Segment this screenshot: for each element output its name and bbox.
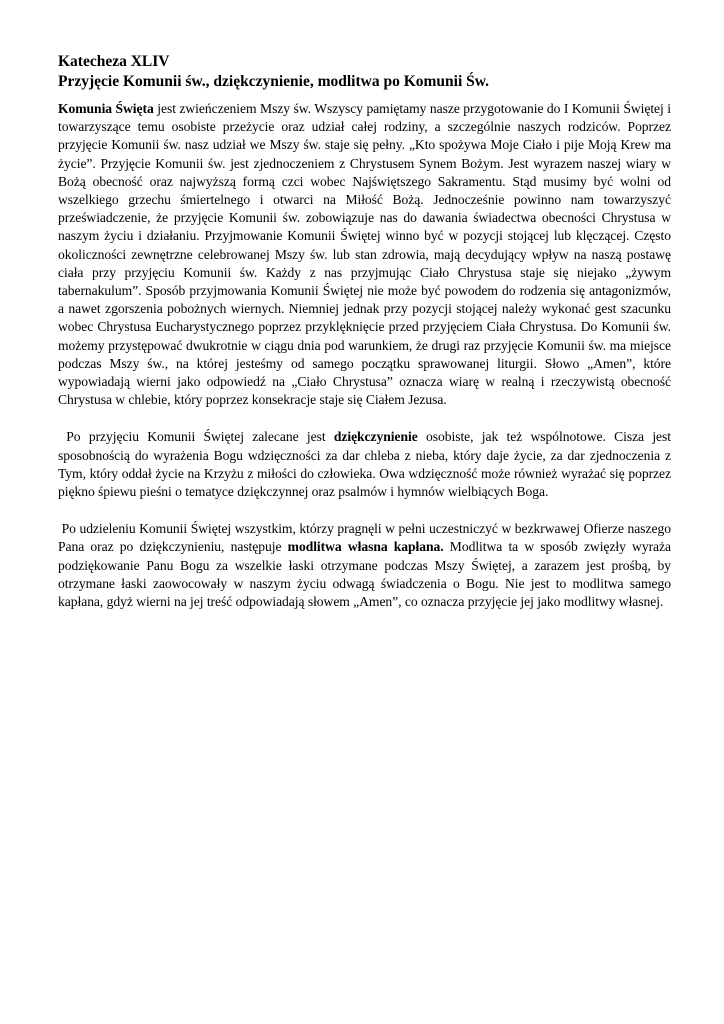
- title-line-2: Przyjęcie Komunii św., dziękczynienie, modlitwa po Komunii Św.: [58, 73, 489, 90]
- paragraph-2-text-a: Po przyjęciu Komunii Świętej zalecane jest: [66, 429, 334, 445]
- paragraph-thanksgiving: [58, 428, 671, 501]
- paragraph-communion: [58, 100, 671, 409]
- paragraph-1-bold-lead: Komunia Święta: [58, 101, 154, 116]
- title-line-1: Katecheza XLIV: [58, 53, 170, 70]
- document-page: [58, 52, 671, 611]
- paragraph-2-text-b: osobiste, jak też wspólnotowe. Cisza jest sposobnością do wyrażenia Bogu wdzięczności za dar chleba z nieba, który daje życie, za dar zjednoczenia z Tym, który oddał życie na Krzyżu z miłości do człowieka. Owa wdzięczność może również wyrażać się poprzez piękno śpiewu pieśni o tematyce dziękczynnej oraz psalmów i hymnów wielbiących Boga.: [58, 429, 672, 500]
- paragraph-3-text-a: Po udzieleniu Komunii Świętej wszystkim, którzy pragnęli w pełni uczestniczyć w bezkrwawej Ofierze naszego Pana oraz po dziękczynieniu, następuje: [58, 521, 671, 555]
- paragraph-3-text-b: Modlitwa ta w sposób zwięzły wyraża podziękowanie Panu Bogu za wszelkie łaski otrzymane podczas Mszy Świętej, a zarazem jest prośbą, by otrzymane łaski zaowocowały w naszym życiu odwagą świadczenia o Bogu. Nie jest to modlitwa samego kapłana, gdyż wierni na jej treść odpowiadają słowem „Amen”, co oznacza przyjęcie jej jako modlitwy własnej.: [58, 539, 672, 610]
- paragraph-3-bold-term: modlitwa własna kapłana.: [287, 539, 444, 555]
- paragraph-1-text: jest zwieńczeniem Mszy św. Wszyscy pamiętamy nasze przygotowanie do I Komunii Świętej i towarzyszące temu osobiste przeżycie oraz udział całej rodziny, a szczególnie naszych rodziców. Poprzez przyjęcie Komunii św. nasz udział we Mszy św. staje się pełny. „Kto spożywa Moje Ciało i pije Moją Krew ma życie”. Przyjęcie Komunii św. jest zjednoczeniem z Chrystusem Synem Bożym. Jest wyrazem naszej wiary w Bożą obecność oraz najwyższą formą czci wobec Najświętszego Sakramentu. Stąd musimy być wolni od wszelkiego grzechu śmiertelnego i otwarci na Miłość Bożą. Jednocześnie powinno nam towarzyszyć przeświadczenie, że przyjęcie Komunii św. zobowiązuje nas do dawania świadectwa obecności Chrystusa w naszym życiu i działaniu. Przyjmowanie Komunii Świętej winno być w pozycji stojącej lub klęczącej. Często okoliczności zewnętrzne celebrowanej Mszy św. lub stan zdrowia, mają decydujący wpływ na naszą postawę ciała przy przyjęciu Komunii św. Każdy z nas przyjmując Ciało Chrystusa staje się niejako „żywym tabernakulum”. Sposób przyjmowania Komunii Świętej nie może być powodem do rodzenia się antagonizmów, a nawet zgorszenia pobożnych wiernych. Niemniej jednak przy pozycji stojącej należy wykonać gest szacunku wobec Chrystusa Eucharystycznego poprzez przyklęknięcie przed przyjęciem Ciała Chrystusa. Do Komunii św. możemy przystępować dwukrotnie w ciągu dnia pod warunkiem, że drugi raz przyjęcie Komunii św. ma miejsce podczas Mszy św., na której jesteśmy od samego początku sprawowanej liturgii. Słowo „Amen”, które wypowiadają wierni jako odpowiedź na „Ciało Chrystusa” oznacza wiarę w realną i rzeczywistą obecność Chrystusa w chlebie, który poprzez konsekracje staje się Ciałem Jezusa.: [58, 101, 671, 408]
- document-title: [58, 52, 671, 92]
- paragraph-priest-prayer: [58, 520, 671, 611]
- paragraph-2-bold-term: dziękczynienie: [333, 429, 418, 445]
